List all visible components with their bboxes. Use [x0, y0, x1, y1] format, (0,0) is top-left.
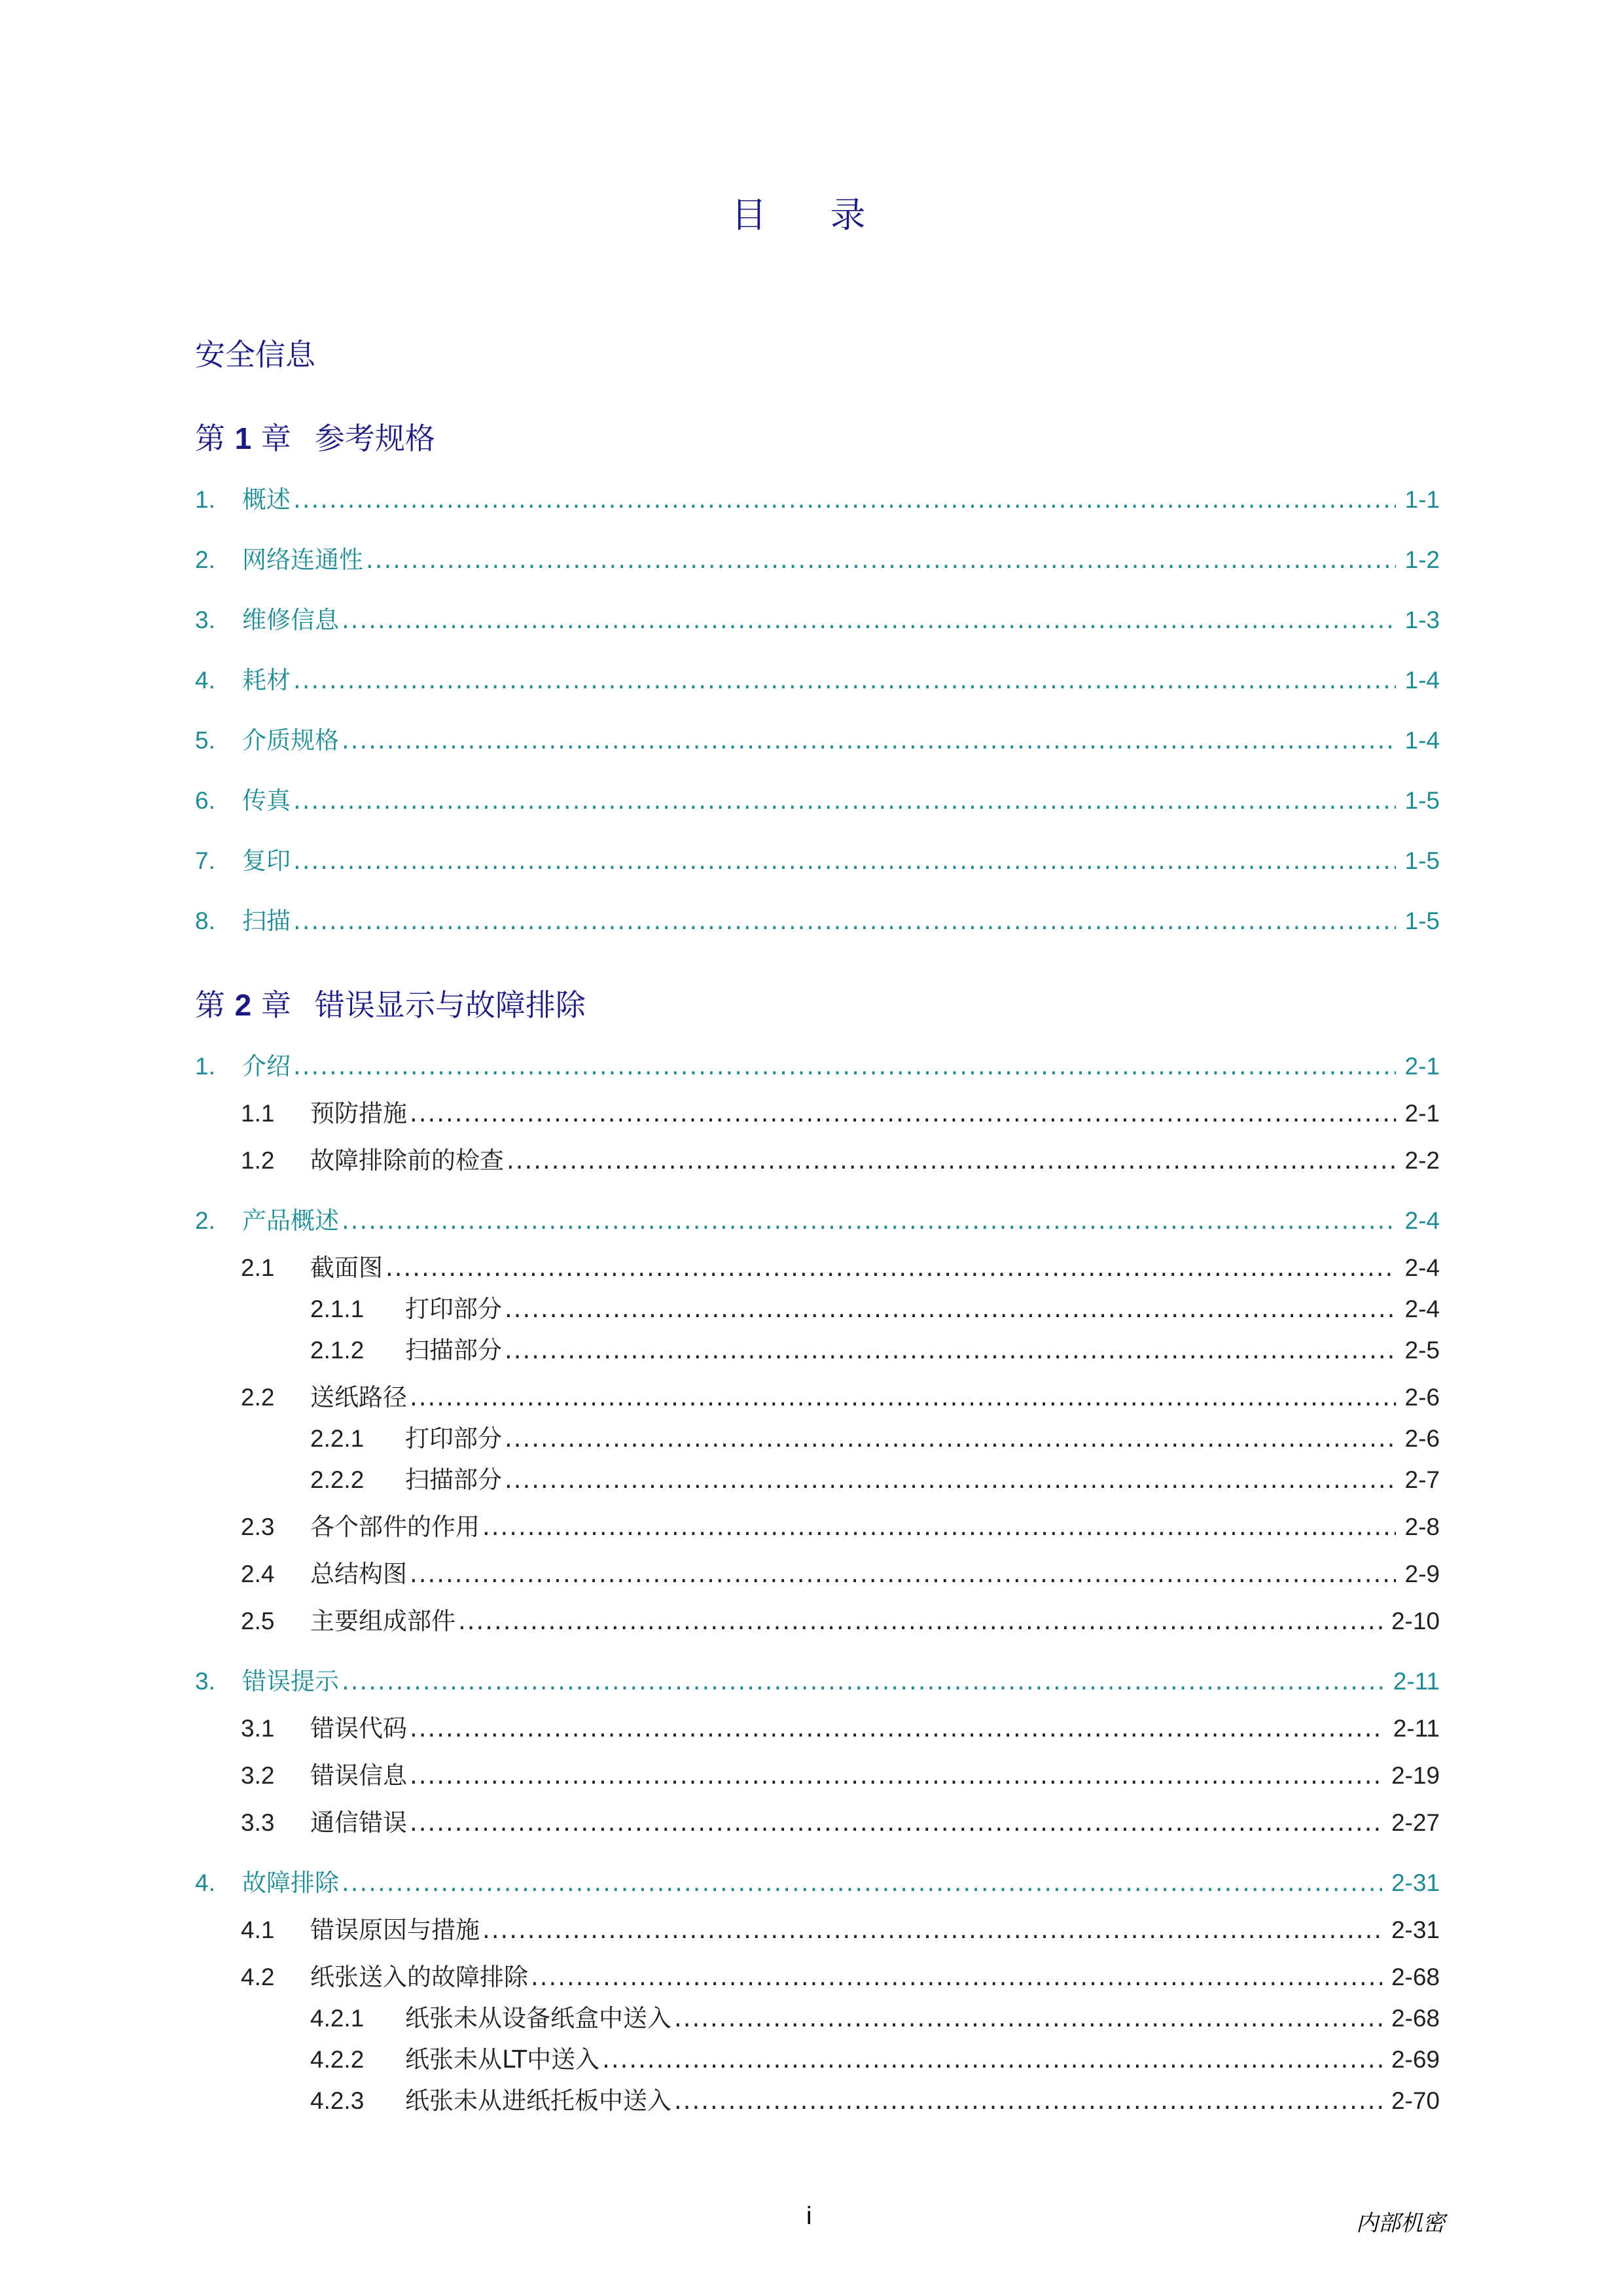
toc-leader-dots [342, 605, 1396, 636]
toc-entry-number: 2.3 [241, 1513, 275, 1540]
toc-entry-title: 错误提示 [242, 1667, 339, 1695]
toc-entry[interactable] [310, 1464, 1440, 1496]
toc-entry-number: 2.1.2 [310, 1337, 365, 1364]
toc-entry-title: 通信错误 [310, 1809, 407, 1837]
toc-entry-number: 4.1 [241, 1916, 275, 1943]
toc-entry[interactable] [310, 2085, 1440, 2117]
toc-entry-page: 2-11 [1393, 1715, 1440, 1742]
toc-entry[interactable] [310, 1335, 1440, 1366]
toc-entry-page: 2-6 [1404, 1384, 1440, 1411]
toc-entry-page: 1-5 [1404, 787, 1440, 814]
toc-leader-dots [410, 1760, 1382, 1792]
toc-entry-number: 2.2.1 [310, 1425, 365, 1452]
toc-entry-number: 2.2.2 [310, 1466, 365, 1493]
toc-entry-title: 概述 [242, 486, 291, 514]
toc-entry[interactable] [241, 1382, 1440, 1413]
toc-entry[interactable] [195, 1051, 1440, 1082]
toc-entry-title: 扫描部分 [405, 1466, 502, 1494]
toc-entry-number: 6. [195, 787, 215, 814]
toc-entry-title: 介质规格 [242, 726, 339, 754]
toc-entry-number: 1.1 [241, 1100, 275, 1127]
toc-entry[interactable] [241, 1713, 1440, 1744]
toc-entry-page: 2-1 [1404, 1053, 1440, 1080]
toc-entry-title: 纸张未从进纸托板中送入 [405, 2087, 671, 2115]
toc-leader-dots [385, 1252, 1396, 1284]
toc-entry-number: 3.2 [241, 1762, 275, 1789]
toc-entry-page: 1-1 [1404, 486, 1440, 513]
toc-entry[interactable] [241, 1962, 1440, 1993]
toc-entry[interactable] [195, 845, 1440, 877]
chapter-suffix: 章 [260, 987, 291, 1023]
toc-entry[interactable] [241, 1760, 1440, 1792]
toc-entry-title: 错误原因与措施 [310, 1916, 480, 1944]
toc-entry[interactable] [310, 1294, 1440, 1325]
toc-entry-number: 3.3 [241, 1809, 275, 1836]
toc-entry-title: 错误代码 [310, 1714, 407, 1742]
toc-entry-number: 4.2.2 [310, 2046, 365, 2073]
toc-entry-number: 3.1 [241, 1715, 275, 1742]
toc-entry[interactable] [310, 2044, 1440, 2075]
toc-entry-page: 2-27 [1391, 1809, 1440, 1836]
chapter-1-heading[interactable] [195, 415, 435, 458]
toc-entry-number: 7. [195, 847, 215, 874]
toc-entry-page: 1-2 [1404, 546, 1440, 573]
chapter-title: 错误显示与故障排除 [314, 987, 586, 1023]
toc-entry[interactable] [241, 1559, 1440, 1590]
page-number: i [806, 2202, 812, 2230]
toc-entry-number: 2.5 [241, 1608, 275, 1634]
safety-info-heading[interactable]: 安全信息 [195, 337, 315, 372]
toc-entry[interactable] [241, 1145, 1440, 1176]
toc-leader-dots [293, 665, 1396, 696]
toc-entry-number: 4. [195, 667, 215, 694]
toc-entry-number: 1. [195, 486, 215, 513]
toc-leader-dots [410, 1098, 1396, 1129]
toc-leader-dots [674, 2085, 1382, 2117]
toc-entry-title: 故障排除前的检查 [310, 1146, 504, 1174]
toc-entry[interactable] [195, 725, 1440, 756]
toc-leader-dots [505, 1464, 1396, 1496]
toc-entry-page: 2-6 [1404, 1425, 1440, 1452]
toc-leader-dots [410, 1713, 1384, 1744]
toc-leader-dots [342, 1205, 1396, 1237]
toc-entry-number: 2.2 [241, 1384, 275, 1411]
toc-entry-number: 4.2.3 [310, 2087, 365, 2114]
toc-entry[interactable] [195, 785, 1440, 817]
chapter-prefix: 第 [195, 987, 225, 1023]
toc-entry-title: 打印部分 [405, 1424, 502, 1453]
toc-entry-title: 总结构图 [310, 1560, 407, 1588]
toc-entry-number: 2. [195, 546, 215, 573]
toc-entry[interactable] [195, 544, 1440, 576]
toc-entry[interactable] [241, 1252, 1440, 1284]
toc-leader-dots [342, 1666, 1384, 1697]
toc-leader-dots [674, 2003, 1382, 2034]
toc-leader-dots [482, 1915, 1382, 1946]
toc-entry-title: 纸张送入的故障排除 [310, 1963, 528, 1991]
toc-entry-number: 4.2 [241, 1964, 275, 1990]
chapter-2-heading[interactable] [195, 981, 586, 1025]
toc-leader-dots [293, 484, 1396, 516]
toc-entry[interactable] [195, 605, 1440, 636]
toc-entry-page: 2-68 [1391, 2005, 1440, 2032]
toc-entry-title: 截面图 [310, 1254, 383, 1282]
toc-leader-dots [507, 1145, 1396, 1176]
toc-leader-dots [293, 845, 1396, 877]
toc-entry[interactable] [195, 1666, 1440, 1697]
toc-entry-title: 耗材 [242, 666, 291, 694]
toc-leader-dots [366, 544, 1396, 576]
toc-entry-number: 2. [195, 1207, 215, 1234]
chapter-prefix: 第 [195, 421, 225, 456]
chapter-suffix: 章 [260, 421, 291, 456]
toc-entry-number: 5. [195, 727, 215, 754]
toc-entry[interactable] [241, 1606, 1440, 1637]
toc-entry-title: 纸张未从LT中送入 [405, 2045, 600, 2074]
toc-entry-title: 传真 [242, 786, 291, 815]
toc-leader-dots [458, 1606, 1382, 1637]
toc-leader-dots [410, 1807, 1382, 1839]
toc-leader-dots [293, 785, 1396, 817]
toc-entry-number: 2.1.1 [310, 1296, 365, 1322]
toc-entry-page: 2-68 [1391, 1964, 1440, 1990]
toc-entry-page: 2-11 [1393, 1668, 1440, 1695]
toc-entry-title: 故障排除 [242, 1869, 339, 1897]
chapter-title: 参考规格 [314, 421, 435, 456]
toc-entry-number: 3. [195, 607, 215, 633]
toc-entry-title: 主要组成部件 [310, 1607, 455, 1635]
confidential-label: 内部机密 [1356, 2210, 1445, 2236]
toc-entry-title: 复印 [242, 847, 291, 875]
toc-leader-dots [410, 1559, 1396, 1590]
toc-entry-number: 1.2 [241, 1147, 275, 1174]
toc-entry-page: 1-4 [1404, 667, 1440, 694]
toc-entry-number: 2.4 [241, 1561, 275, 1587]
toc-leader-dots [293, 906, 1396, 937]
toc-entry[interactable] [195, 484, 1440, 516]
toc-entry-page: 2-4 [1404, 1296, 1440, 1322]
toc-leader-dots [505, 1335, 1396, 1366]
toc-entry-page: 2-2 [1404, 1147, 1440, 1174]
toc-entry-title: 网络连通性 [242, 546, 363, 574]
toc-entry[interactable] [310, 1423, 1440, 1455]
toc-entry-number: 2.1 [241, 1254, 275, 1281]
toc-entry-page: 2-5 [1404, 1337, 1440, 1364]
toc-leader-dots [342, 725, 1396, 756]
toc-entry-page: 2-1 [1404, 1100, 1440, 1127]
toc-leader-dots [531, 1962, 1382, 1993]
toc-entry[interactable] [241, 1915, 1440, 1946]
toc-entry-number: 4. [195, 1869, 215, 1896]
toc-entry[interactable] [241, 1511, 1440, 1543]
toc-entry-page: 2-19 [1391, 1762, 1440, 1789]
toc-entry-title: 错误信息 [310, 1761, 407, 1790]
toc-entry-number: 3. [195, 1668, 215, 1695]
toc-entry-page: 2-9 [1404, 1561, 1440, 1587]
toc-entry-page: 1-3 [1404, 607, 1440, 633]
toc-entry-page: 1-4 [1404, 727, 1440, 754]
toc-entry[interactable] [195, 906, 1440, 937]
toc-leader-dots [602, 2044, 1382, 2075]
toc-entry-title: 预防措施 [310, 1099, 407, 1127]
toc-leader-dots [505, 1423, 1396, 1455]
toc-entry[interactable] [195, 1867, 1440, 1899]
toc-entry[interactable] [241, 1098, 1440, 1129]
toc-entry-title: 纸张未从设备纸盒中送入 [405, 2004, 671, 2032]
toc-entry-page: 1-5 [1404, 908, 1440, 934]
toc-entry[interactable] [310, 2003, 1440, 2034]
toc-entry-page: 2-69 [1391, 2046, 1440, 2073]
toc-entry-title: 介绍 [242, 1052, 291, 1080]
toc-entry-title: 扫描 [242, 907, 291, 935]
toc-entry-title: 送纸路径 [310, 1383, 407, 1411]
toc-entry-title: 扫描部分 [405, 1336, 502, 1364]
toc-entry-page: 2-4 [1404, 1207, 1440, 1234]
toc-leader-dots [342, 1867, 1382, 1899]
toc-leader-dots [482, 1511, 1396, 1543]
toc-entry-number: 4.2.1 [310, 2005, 365, 2032]
toc-entry-title: 打印部分 [405, 1295, 502, 1323]
toc-entry-title: 维修信息 [242, 606, 339, 634]
toc-entry-title: 各个部件的作用 [310, 1513, 480, 1541]
toc-entry[interactable] [195, 665, 1440, 696]
toc-entry-page: 2-10 [1391, 1608, 1440, 1634]
toc-entry-page: 2-31 [1391, 1916, 1440, 1943]
toc-entry[interactable] [241, 1807, 1440, 1839]
toc-leader-dots [293, 1051, 1396, 1082]
toc-entry-page: 2-4 [1404, 1254, 1440, 1281]
toc-entry-page: 2-7 [1404, 1466, 1440, 1493]
toc-entry-page: 2-8 [1404, 1513, 1440, 1540]
toc-leader-dots [505, 1294, 1396, 1325]
toc-entry-page: 2-70 [1391, 2087, 1440, 2114]
chapter-number: 2 [234, 988, 252, 1022]
toc-entry-title: 产品概述 [242, 1207, 339, 1235]
toc-entry-number: 8. [195, 908, 215, 934]
chapter-number: 1 [234, 421, 252, 455]
toc-entry-page: 2-31 [1391, 1869, 1440, 1896]
toc-entry-number: 1. [195, 1053, 215, 1080]
toc-title: 目 录 [731, 194, 892, 236]
toc-entry-page: 1-5 [1404, 847, 1440, 874]
toc-entry[interactable] [195, 1205, 1440, 1237]
toc-leader-dots [410, 1382, 1396, 1413]
